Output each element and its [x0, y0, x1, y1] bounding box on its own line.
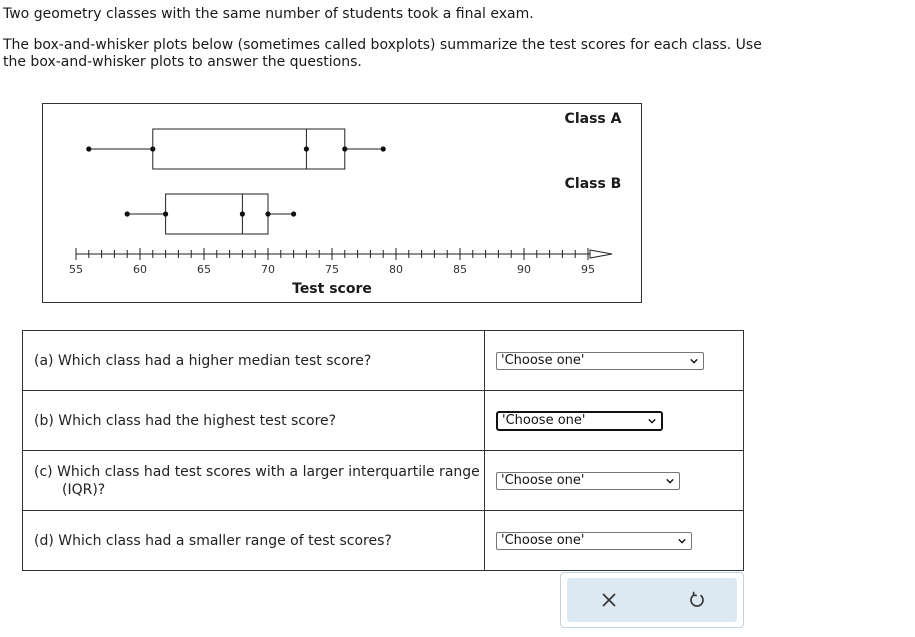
question-cell: [23, 391, 485, 451]
x-axis-arrow: [590, 250, 612, 258]
select-value: 'Choose one': [501, 353, 585, 368]
question-cell: [23, 451, 485, 511]
question-text-d: (d) Which class had a smaller range of test scores?: [34, 532, 392, 549]
series-1-label: Class A: [564, 111, 622, 127]
chevron-down-icon: [690, 357, 698, 365]
series-1-point-min: [86, 146, 91, 151]
series-1-box: [153, 129, 345, 169]
questions-table: [22, 330, 744, 571]
tick-label: 95: [581, 263, 595, 276]
chevron-down-icon: [648, 417, 656, 425]
tick-label: 70: [261, 263, 275, 276]
answer-cell: [485, 451, 744, 511]
boxplot-chart: [43, 104, 643, 304]
answer-select-a[interactable]: [496, 352, 704, 370]
intro-line-2: The box-and-whisker plots below (sometimes called boxplots) summarize the test scores for each class. Use the box-and-whisker plots to answer the questions.: [3, 37, 762, 70]
boxplot-figure: [42, 103, 642, 303]
question-row-a: [23, 331, 744, 391]
question-text-c: (c) Which class had test scores with a larger interquartile range (IQR)?: [34, 463, 480, 498]
answer-select-b[interactable]: [496, 411, 663, 431]
tick-label: 80: [389, 263, 403, 276]
series-2-point-q3: [265, 211, 270, 216]
question-row-c: [23, 451, 744, 511]
series-2-point-q1: [163, 211, 168, 216]
tick-label: 75: [325, 263, 339, 276]
instructions: [3, 6, 763, 71]
chevron-down-icon: [666, 477, 674, 485]
series-2-point-max: [291, 211, 296, 216]
tick-label: 85: [453, 263, 467, 276]
question-cell: [23, 511, 485, 571]
select-value: 'Choose one': [502, 413, 586, 428]
series-1-point-q3: [342, 146, 347, 151]
series-2-box: [166, 194, 268, 234]
series-2-point-median: [240, 211, 245, 216]
undo-icon[interactable]: [685, 588, 709, 612]
select-value: 'Choose one': [501, 473, 585, 488]
series-1-point-median: [304, 146, 309, 151]
series-2-label: Class B: [564, 176, 622, 192]
intro-line-1: Two geometry classes with the same number of students took a final exam.: [3, 6, 534, 22]
chevron-down-icon: [678, 537, 686, 545]
tick-label: 55: [69, 263, 83, 276]
question-row-d: [23, 511, 744, 571]
series-1-point-q1: [150, 146, 155, 151]
tick-label: 90: [517, 263, 531, 276]
question-cell: [23, 331, 485, 391]
answer-select-c[interactable]: [496, 472, 680, 490]
answer-cell: [485, 391, 744, 451]
action-buttons: [560, 572, 744, 628]
x-icon[interactable]: [597, 588, 621, 612]
answer-cell: [485, 511, 744, 571]
answer-cell: [485, 331, 744, 391]
action-bar: [567, 578, 737, 622]
x-axis-label: Test score: [292, 281, 372, 297]
series-1-point-max: [381, 146, 386, 151]
question-row-b: [23, 391, 744, 451]
tick-label: 65: [197, 263, 211, 276]
tick-label: 60: [133, 263, 147, 276]
series-2-point-min: [125, 211, 130, 216]
select-value: 'Choose one': [501, 533, 585, 548]
answer-select-d[interactable]: [496, 532, 692, 550]
question-text-b: (b) Which class had the highest test score?: [34, 412, 337, 429]
question-text-a: (a) Which class had a higher median test score?: [34, 352, 372, 369]
